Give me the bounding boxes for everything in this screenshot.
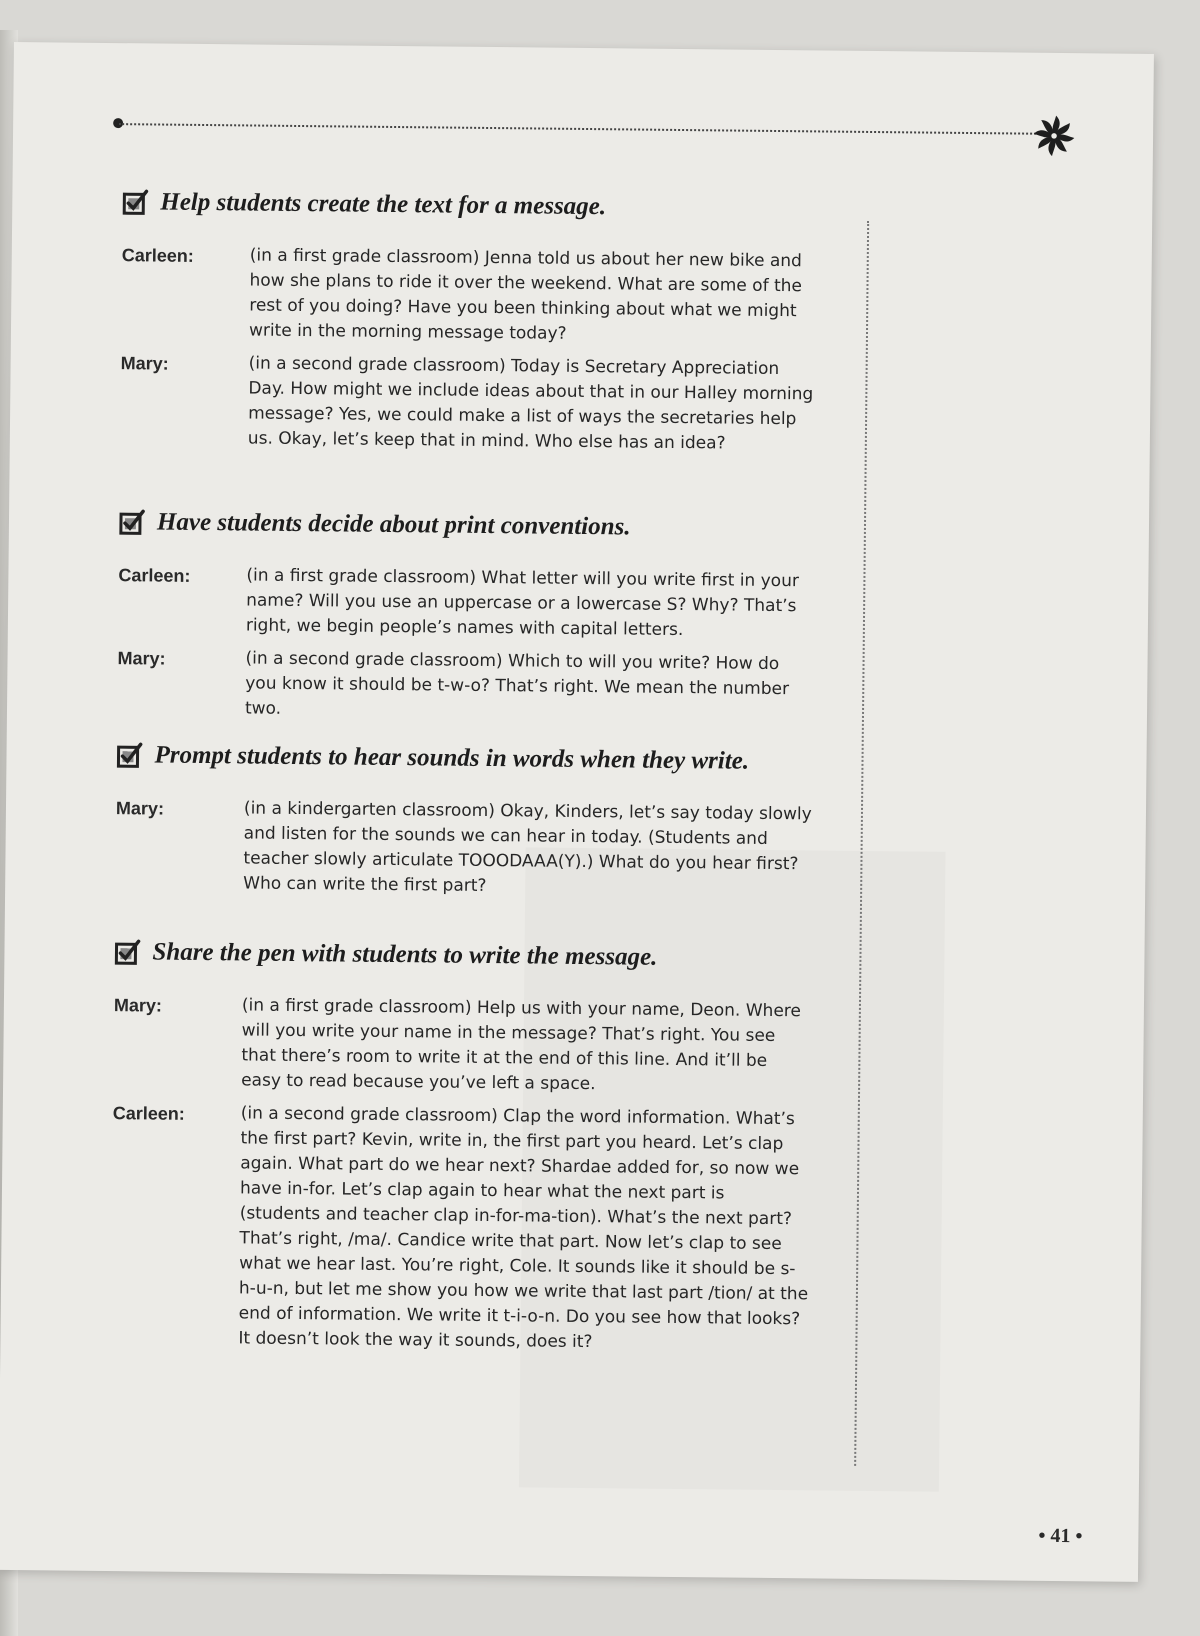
dialogue-entry	[115, 795, 846, 903]
section-share-pen	[110, 938, 844, 1366]
section-heading-text: Help students create the text for a message.	[160, 188, 607, 221]
checkbox-check-icon	[119, 509, 145, 535]
page-number: • 41 •	[1038, 1524, 1083, 1548]
dialogue-text: (in a kindergarten classroom) Okay, Kinders, let’s say today slowly and listen for the sounds we can hear in today. (Students and teacher slowly articulate TOOODAAA(Y).) What do you hear first? Who can write the first part?	[243, 798, 812, 896]
dialogue-entry	[118, 562, 849, 645]
speaker-name: Mary:	[120, 353, 169, 374]
section-heading	[119, 508, 849, 544]
dialogue-entry	[113, 992, 844, 1100]
dialogue-entry	[117, 645, 848, 728]
dialogue-text: (in a second grade classroom) Which to will you write? How do you know it should be t-w-o? That’s right. We mean the number two.	[244, 648, 790, 719]
section-print-conventions	[117, 508, 849, 736]
dialogue-entry	[121, 242, 852, 350]
section-create-text	[120, 188, 853, 466]
checkbox-check-icon	[116, 742, 142, 768]
book-page	[0, 42, 1154, 1582]
dialogue-text: (in a first grade classroom) Jenna told us about her new bike and how she plans to ride it over the weekend. What are some of the rest of you doing? Have you been thinking about what we might write in the morning message today?	[248, 245, 803, 344]
checkbox-check-icon	[122, 189, 148, 215]
checkbox-check-icon	[114, 939, 140, 965]
speaker-name: Carleen:	[121, 245, 194, 266]
dialogue-entry	[110, 1100, 843, 1358]
section-heading-text: Prompt students to hear sounds in words when they write.	[154, 741, 750, 775]
section-heading-text: Share the pen with students to write the message.	[152, 938, 658, 971]
speaker-name: Mary:	[115, 798, 165, 819]
section-heading	[122, 188, 852, 224]
section-hear-sounds	[115, 741, 847, 911]
dialogue-text: (in a first grade classroom) Help us with your name, Deon. Where will you write your name in the message? That’s right. You see that there’s room to write it at the end of this line. And it’ll be easy to read because you’ve left a space.	[241, 995, 802, 1095]
dialogue-text: (in a second grade classroom) Clap the word information. What’s the first part? Kevin, write in, the first part you heard. Let’s clap again. What part do we hear next? Shardae added for, so now we have in-for. Let’s clap again to hear what the next part is (students and teacher clap in-for-ma-tion). What’s the next part? That’s right, /ma/. Candice write that part. Now let’s clap to see what we hear last. You’re right, Cole. It sounds like it should be s-h-u-n, but let me show you how we write that last part /tion/ at the end of information. We write it t-i-o-n. Do you see how that looks? It doesn’t look the way it sounds, does it?	[238, 1103, 809, 1353]
dialogue-text: (in a first grade classroom) What letter will you write first in your name? Will you use an uppercase or a lowercase S? Why? That’s right, we begin people’s names with capital letters.	[245, 565, 800, 641]
speaker-name: Carleen:	[118, 565, 191, 586]
pinwheel-flower-icon	[1031, 113, 1077, 159]
top-dotted-rule	[119, 123, 1039, 135]
section-heading-text: Have students decide about print conventions.	[156, 508, 631, 541]
speaker-name: Carleen:	[112, 1103, 185, 1124]
speaker-name: Mary:	[117, 648, 166, 669]
speaker-name: Mary:	[113, 995, 163, 1016]
dialogue-text: (in a second grade classroom) Today is Secretary Appreciation Day. How might we include ideas about that in our Halley morning message? Yes, we could make a list of ways the secretaries help us. Okay, let’s keep that in mind. Who else has an idea?	[247, 353, 814, 454]
dialogue-entry	[120, 350, 851, 458]
section-heading	[116, 741, 846, 777]
